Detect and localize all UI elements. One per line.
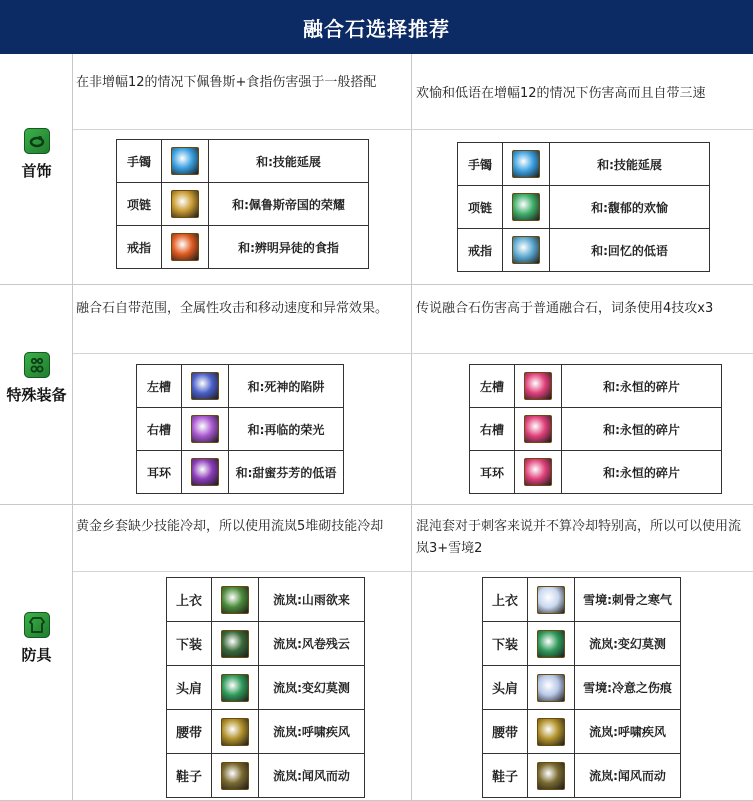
gem-icon xyxy=(537,630,565,658)
category-accessory xyxy=(0,128,73,181)
item-row xyxy=(458,229,710,272)
stone-name: 和:馥郁的欢愉 xyxy=(550,186,710,229)
gem-icon xyxy=(171,190,199,218)
fusion-stone-icon xyxy=(528,754,575,798)
gem-icon xyxy=(524,415,552,443)
gem-icon xyxy=(512,236,540,264)
item-row xyxy=(483,578,681,622)
gem-icon xyxy=(524,372,552,400)
item-row xyxy=(117,183,369,226)
fusion-stone-icon xyxy=(212,578,259,622)
item-row xyxy=(117,226,369,269)
category-label: 防具 xyxy=(21,646,52,664)
stone-name: 雪境:冷意之伤痕 xyxy=(575,666,681,710)
category-label: 特殊装备 xyxy=(6,386,67,404)
slot-label: 项链 xyxy=(458,186,503,229)
item-table xyxy=(482,577,681,798)
fusion-stone-icon xyxy=(182,408,229,451)
item-row xyxy=(167,754,365,798)
fusion-stone-icon xyxy=(528,666,575,710)
stone-name: 和:佩鲁斯帝国的荣耀 xyxy=(209,183,369,226)
section-description: 在非增幅12的情况下佩鲁斯+食指伤害强于一般搭配 xyxy=(76,75,377,90)
slot-label: 上衣 xyxy=(167,578,212,622)
slot-label: 头肩 xyxy=(167,666,212,710)
fusion-stone-icon xyxy=(515,365,562,408)
item-row xyxy=(483,622,681,666)
gem-icon xyxy=(512,150,540,178)
gem-icon xyxy=(537,674,565,702)
section-description: 混沌套对于刺客来说并不算冷却特别高，所以可以使用流岚3+雪境2 xyxy=(416,519,742,556)
slot-label: 左槽 xyxy=(137,365,182,408)
section-description: 传说融合石伤害高于普通融合石，词条使用4技攻x3 xyxy=(416,301,714,316)
fusion-stone-icon xyxy=(528,710,575,754)
fusion-stone-icon xyxy=(503,186,550,229)
item-row xyxy=(470,451,722,494)
item-row xyxy=(117,140,369,183)
stone-name: 和:再临的荣光 xyxy=(229,408,344,451)
stone-name: 流岚:变幻莫测 xyxy=(259,666,365,710)
grid-line xyxy=(73,129,753,130)
page-title: 融合石选择推荐 xyxy=(0,0,753,54)
gem-icon xyxy=(512,193,540,221)
stone-name: 流岚:风卷残云 xyxy=(259,622,365,666)
section-description: 融合石自带范围，全属性攻击和移动速度和异常效果。 xyxy=(76,301,389,316)
stone-name: 和:永恒的碎片 xyxy=(562,365,722,408)
category-special-equipment xyxy=(0,352,73,405)
item-row xyxy=(483,710,681,754)
grid-line xyxy=(73,571,753,572)
fusion-stone-icon xyxy=(503,229,550,272)
gem-icon xyxy=(221,630,249,658)
stone-name: 流岚:闻风而动 xyxy=(259,754,365,798)
item-row xyxy=(470,408,722,451)
item-row xyxy=(483,666,681,710)
item-row xyxy=(167,666,365,710)
item-table xyxy=(469,364,722,494)
item-row xyxy=(137,451,344,494)
stone-name: 和:甜蜜芬芳的低语 xyxy=(229,451,344,494)
slot-label: 鞋子 xyxy=(167,754,212,798)
slot-label: 右槽 xyxy=(137,408,182,451)
fusion-stone-icon xyxy=(212,754,259,798)
gem-icon xyxy=(191,458,219,486)
grid-line xyxy=(0,504,753,505)
earring-icon xyxy=(24,352,50,378)
slot-label: 头肩 xyxy=(483,666,528,710)
stone-name: 雪境:刺骨之寒气 xyxy=(575,578,681,622)
stone-name: 和:永恒的碎片 xyxy=(562,408,722,451)
gem-icon xyxy=(537,762,565,790)
stone-name: 流岚:闻风而动 xyxy=(575,754,681,798)
category-armor xyxy=(0,612,73,665)
item-table xyxy=(116,139,369,269)
grid-line xyxy=(73,353,753,354)
item-row xyxy=(137,408,344,451)
gem-icon xyxy=(537,718,565,746)
slot-label: 戒指 xyxy=(458,229,503,272)
item-row xyxy=(167,710,365,754)
fusion-stone-icon xyxy=(162,226,209,269)
gem-icon xyxy=(537,586,565,614)
item-row xyxy=(458,143,710,186)
slot-label: 手镯 xyxy=(117,140,162,183)
item-row xyxy=(167,622,365,666)
slot-label: 腰带 xyxy=(483,710,528,754)
gem-icon xyxy=(221,718,249,746)
gem-icon xyxy=(171,147,199,175)
slot-label: 下装 xyxy=(167,622,212,666)
stone-name: 流岚:变幻莫测 xyxy=(575,622,681,666)
fusion-stone-icon xyxy=(182,365,229,408)
fusion-stone-icon xyxy=(212,666,259,710)
fusion-stone-icon xyxy=(528,622,575,666)
fusion-stone-icon xyxy=(162,183,209,226)
gem-icon xyxy=(221,762,249,790)
gem-icon xyxy=(524,458,552,486)
fusion-stone-icon xyxy=(212,710,259,754)
item-table xyxy=(166,577,365,798)
slot-label: 右槽 xyxy=(470,408,515,451)
armor-icon xyxy=(24,612,50,638)
slot-label: 腰带 xyxy=(167,710,212,754)
fusion-stone-icon xyxy=(503,143,550,186)
fusion-stone-icon xyxy=(515,451,562,494)
slot-label: 项链 xyxy=(117,183,162,226)
item-row xyxy=(167,578,365,622)
item-table xyxy=(457,142,710,272)
stone-name: 和:永恒的碎片 xyxy=(562,451,722,494)
item-row xyxy=(137,365,344,408)
item-row xyxy=(458,186,710,229)
gem-icon xyxy=(221,586,249,614)
gem-icon xyxy=(191,415,219,443)
slot-label: 左槽 xyxy=(470,365,515,408)
stone-name: 和:技能延展 xyxy=(209,140,369,183)
item-table xyxy=(136,364,344,494)
slot-label: 手镯 xyxy=(458,143,503,186)
fusion-stone-icon xyxy=(528,578,575,622)
slot-label: 鞋子 xyxy=(483,754,528,798)
slot-label: 戒指 xyxy=(117,226,162,269)
section-description: 黄金乡套缺少技能冷却，所以使用流岚5堆砌技能冷却 xyxy=(76,519,384,534)
category-label: 首饰 xyxy=(21,162,52,180)
fusion-stone-icon xyxy=(212,622,259,666)
slot-label: 耳环 xyxy=(137,451,182,494)
grid-line xyxy=(0,284,753,285)
stone-name: 和:死神的陷阱 xyxy=(229,365,344,408)
fusion-stone-icon xyxy=(515,408,562,451)
slot-label: 耳环 xyxy=(470,451,515,494)
slot-label: 下装 xyxy=(483,622,528,666)
stone-name: 和:辨明异徒的食指 xyxy=(209,226,369,269)
item-row xyxy=(483,754,681,798)
stone-name: 和:技能延展 xyxy=(550,143,710,186)
gem-icon xyxy=(191,372,219,400)
slot-label: 上衣 xyxy=(483,578,528,622)
stone-name: 和:回忆的低语 xyxy=(550,229,710,272)
ring-icon xyxy=(24,128,50,154)
section-description: 欢愉和低语在增幅12的情况下伤害高而且自带三速 xyxy=(416,86,706,101)
stone-name: 流岚:山雨欲来 xyxy=(259,578,365,622)
fusion-stone-icon xyxy=(182,451,229,494)
gem-icon xyxy=(171,233,199,261)
gem-icon xyxy=(221,674,249,702)
stone-name: 流岚:呼啸疾风 xyxy=(259,710,365,754)
stone-name: 流岚:呼啸疾风 xyxy=(575,710,681,754)
grid-line xyxy=(411,54,412,801)
fusion-stone-icon xyxy=(162,140,209,183)
item-row xyxy=(470,365,722,408)
